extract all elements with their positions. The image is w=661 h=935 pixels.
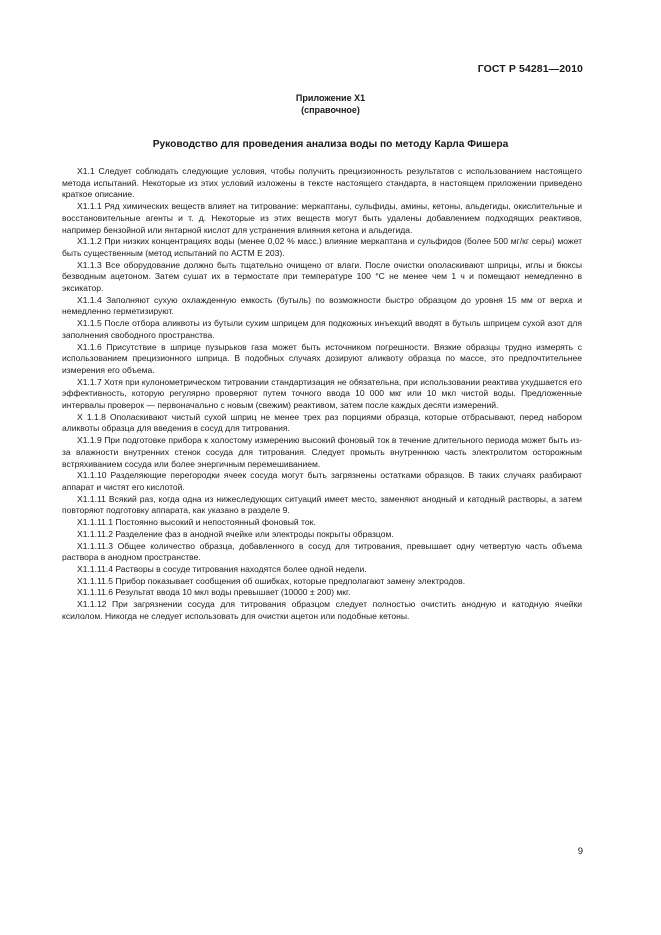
paragraph-x1-1-1: X1.1.1 Ряд химических веществ влияет на титрование: меркаптаны, сульфиды, амины, кетоны, альдегиды, окислительные и восстановительные агенты и т. д. Некоторые из этих веществ могут быть удалены добавлением подходящих реактивов, например бензойной или янтарной кислот для устранения влияния кетона и альдегида.: [62, 201, 582, 235]
paragraph-x1-1-11: X1.1.11 Всякий раз, когда одна из нижеследующих ситуаций имеет место, заменяют анодный и катодный растворы, а затем повторяют подготовку аппарата, как указано в разделе 9.: [62, 493, 582, 516]
paragraph-x1-1-11-2: X1.1.11.2 Разделение фаз в анодной ячейке или электроды покрыты образцом.: [77, 528, 394, 539]
paragraph-x1-1-3: X1.1.3 Все оборудование должно быть тщательно очищено от влаги. После очистки ополаскивают шприцы, иглы и бюксы безводным ацетоном. Затем сушат их в термостате при температуре 100 °С не менее чем 1 ч и помещают немедленно в эксикатор.: [62, 259, 582, 294]
paragraph-x1-1-9: X1.1.9 При подготовке прибора к холостому измерению высокий фоновый ток в течение длительного периода может быть из-за влажности внутренних стенок сосуда для титрования. Следует промыть внутреннюю часть электролитом осторожным встряхиванием сосуда или более энергичным перемешиванием.: [62, 435, 582, 469]
paragraph-x1-1-11-1: X1.1.11.1 Постоянно высокий и непостоянный фоновый ток.: [77, 517, 316, 528]
page-number: 9: [577, 846, 583, 857]
paragraph-x1-1: X1.1 Следует соблюдать следующие условия, чтобы получить прецизионность результатов с использованием настоящего метода испытаний. Некоторые из этих условий изложены в тексте настоящего стандарта, в настоящем приложении приведено краткое описание.: [62, 166, 582, 200]
appendix-label: Приложение X1: [295, 93, 366, 103]
paragraph-x1-1-11-3: X1.1.11.3 Общее количество образца, добавленного в сосуд для титрования, превышает одну четвертую часть объема раствора в анодном пространстве.: [62, 540, 582, 563]
appendix-heading: [0, 92, 661, 116]
paragraph-x1-1-11-5: X1.1.11.5 Прибор показывает сообщения об ошибках, которые предполагают замену электродов.: [77, 575, 466, 586]
page-title: Руководство для проведения анализа воды по методу Карла Фишера: [152, 139, 509, 150]
standard-code: ГОСТ Р 54281—2010: [477, 63, 583, 75]
paragraph-x1-1-11-4: X1.1.11.4 Растворы в сосуде титрования находятся более одной недели.: [77, 563, 367, 574]
paragraph-x1-1-2: X1.1.2 При низких концентрациях воды (менее 0,02 % масс.) влияние меркаптана и сульфидов (более 500 мг/кг серы) может быть существенным (метод испытаний по АСТМ Е 203).: [62, 236, 582, 258]
body-text: [62, 166, 582, 622]
paragraph-x1-1-8: X 1.1.8 Ополаскивают чистый сухой шприц не менее трех раз порциями образца, которые отбрасывают, перед набором аликвоты образца для введения в сосуд для титрования.: [62, 411, 582, 434]
paragraph-x1-1-11-6: X1.1.11.6 Результат ввода 10 мкл воды превышает (10000 ± 200) мкг.: [77, 587, 351, 598]
paragraph-x1-1-5: X1.1.5 После отбора аликвоты из бутыли сухим шприцем для подкожных инъекций вводят в бутыль шприцем сухой азот для заполнения свободного пространства.: [62, 318, 582, 340]
paragraph-x1-1-10: X1.1.10 Разделяющие перегородки ячеек сосуда могут быть загрязнены остатками образцов. В таких случаях разбирают аппарат и чистят его кислотой.: [62, 470, 582, 492]
paragraph-x1-1-7: X1.1.7 Хотя при кулонометрическом титровании стандартизация не обязательна, при использовании реактива ухудшается его эффективность, которую регулярно проверяют путем точного ввода 10 000 мкг или 10 мкл чистой воды. Предложенные интервалы проверок — первоначально с новым (свежим) реактивом, затем после каждых десяти измерений.: [62, 376, 582, 411]
paragraph-x1-1-4: X1.1.4 Заполняют сухую охлажденную емкость (бутыль) по возможности быстро образцом до уровня 15 мм от верха и немедленно герметизируют.: [62, 294, 582, 317]
paragraph-x1-1-6: X1.1.6 Присутствие в шприце пузырьков газа может быть источником погрешности. Вязкие образцы трудно измерять с использованием прецизионного шприца. В подобных случаях дозируют аликвоту образца по массе, это предпочтительнее измерения его объема.: [62, 341, 582, 375]
appendix-type: (справочное): [301, 105, 360, 115]
paragraph-x1-1-12: X1.1.12 При загрязнении сосуда для титрования образцом следует полностью очистить анодную и катодную ячейки ксилолом. Никогда не следует использовать для очистки ацетон или подобные кетоны.: [62, 599, 582, 621]
